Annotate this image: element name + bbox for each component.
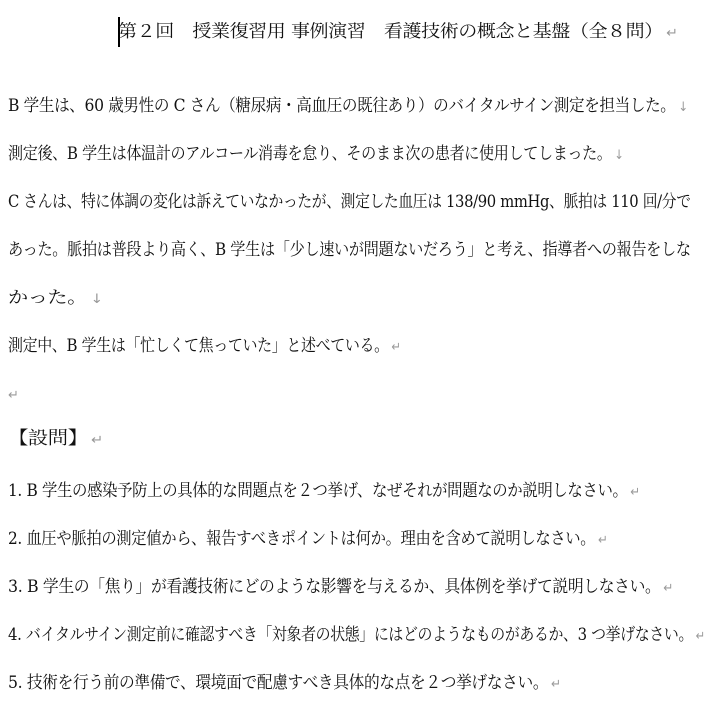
question-item-4[interactable] xyxy=(8,623,705,649)
line-break-mark-icon: ↓ xyxy=(614,148,624,163)
line-break-mark-icon: ↓ xyxy=(678,100,689,115)
paragraph-mark-icon: ↵ xyxy=(8,388,19,403)
case-text-2: 測定後、B 学生は体温計のアルコール消毒を怠り、そのまま次の患者に使用してしまった。 xyxy=(8,144,612,164)
paragraph-mark-icon: ↵ xyxy=(91,433,104,448)
case-line-3[interactable] xyxy=(8,190,691,214)
paragraph-mark-icon: ↵ xyxy=(550,677,562,692)
question-text-1: 1. B 学生の感染予防上の具体的な問題点を２つ挙げ、なぜそれが問題なのか説明しなさい。 xyxy=(8,481,628,501)
paragraph-mark-icon: ↵ xyxy=(695,629,706,644)
paragraph-mark-icon: ↵ xyxy=(663,581,674,596)
case-text-6: 測定中、B 学生は「忙しくて焦っていた」と述べている。 xyxy=(8,336,389,356)
case-line-1[interactable] xyxy=(8,94,688,120)
questions-heading-text: 【設問】 xyxy=(8,428,88,449)
case-line-6[interactable] xyxy=(8,334,401,360)
paragraph-mark-icon: ↵ xyxy=(597,533,608,548)
case-text-4: あった。脈拍は普段より高く、B 学生は「少し速いが問題ないだろう」と考え、指導者への報告をしな xyxy=(8,240,691,260)
case-text-1: B 学生は、60 歳男性の C さん（糖尿病・高血圧の既往あり）のバイタルサイン測定を担当した。 xyxy=(8,96,676,116)
question-item-2[interactable] xyxy=(8,527,608,553)
empty-line[interactable] xyxy=(8,382,19,408)
paragraph-mark-icon: ↵ xyxy=(630,485,641,500)
paragraph-mark-icon: ↵ xyxy=(391,340,402,355)
case-line-4[interactable] xyxy=(8,238,691,262)
question-item-1[interactable] xyxy=(8,479,640,505)
case-text-5: かった。 xyxy=(8,288,87,308)
case-line-2[interactable] xyxy=(8,142,624,168)
document-title[interactable] xyxy=(118,20,678,46)
question-text-4: 4. バイタルサイン測定前に確認すべき「対象者の状態」にはどのようなものがあるか、3 つ挙げなさい。 xyxy=(8,625,693,645)
document-title-text: 第２回 授業復習用 事例演習 看護技術の概念と基盤（全８問） xyxy=(118,22,663,42)
question-text-5: 5. 技術を行う前の準備で、環境面で配慮すべき具体的な点を２つ挙げなさい。 xyxy=(8,673,549,693)
question-text-2: 2. 血圧や脈拍の測定値から、報告すべきポイントは何か。理由を含めて説明しなさい。 xyxy=(8,529,596,549)
case-text-3: C さんは、特に体調の変化は訴えていなかったが、測定した血圧は 138/90 mmHg、脈拍は 110 回/分で xyxy=(8,192,691,212)
question-text-3: 3. B 学生の「焦り」が看護技術にどのような影響を与えるか、具体例を挙げて説明しなさい。 xyxy=(8,577,661,597)
questions-heading[interactable] xyxy=(8,427,103,453)
line-break-mark-icon: ↓ xyxy=(90,292,104,307)
question-item-5[interactable] xyxy=(8,671,561,697)
question-item-3[interactable] xyxy=(8,575,673,601)
paragraph-mark-icon: ↵ xyxy=(666,26,678,41)
case-line-5[interactable] xyxy=(8,286,103,312)
